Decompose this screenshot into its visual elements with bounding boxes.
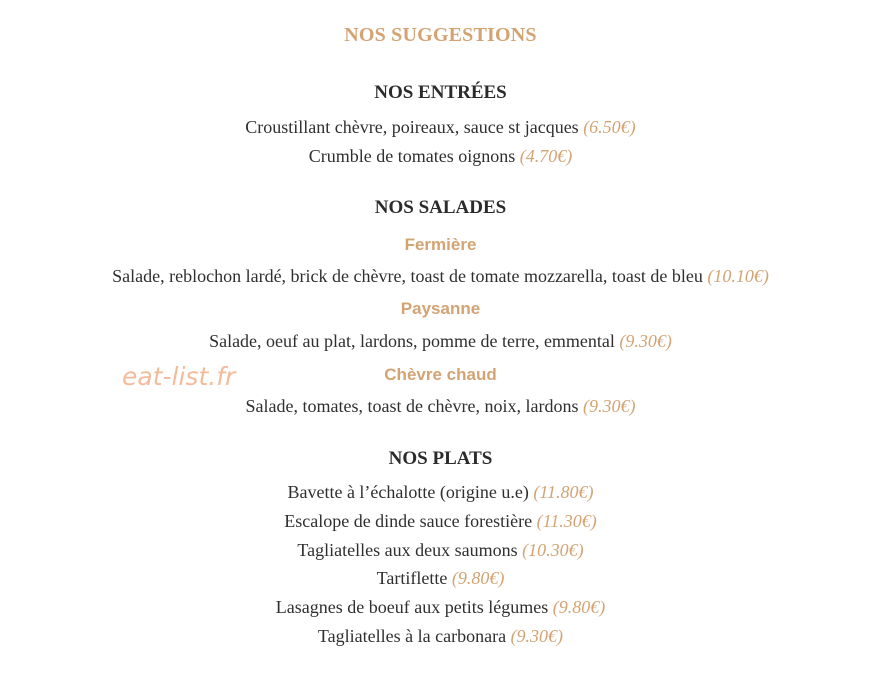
section-heading-entrees: NOS ENTRÉES [374,82,507,103]
item-price: (9.30€) [582,396,636,416]
item-price: (11.80€) [533,482,594,502]
item-name: Tagliatelles aux deux saumons [297,540,518,560]
item-name: Tartiflette [376,568,448,588]
item-price: (10.10€) [707,266,769,286]
watermark: eat-list.fr [122,362,236,391]
menu-item [0,146,881,167]
item-name: Croustillant chèvre, poireaux, sauce st jacques [245,117,579,137]
menu-item [0,117,881,138]
item-price: (9.30€) [510,626,564,646]
item-price: (9.30€) [619,331,672,351]
item-name: Salade, reblochon lardé, brick de chèvre, toast de tomate mozzarella, toast de bleu [112,266,703,286]
salad-name: Fermière [404,235,477,254]
item-name: Salade, oeuf au plat, lardons, pomme de terre, emmental [209,331,615,351]
menu-item [0,331,881,352]
item-price: (6.50€) [583,117,636,137]
item-name: Crumble de tomates oignons [308,146,516,166]
menu-item [0,511,881,532]
menu-item [0,568,881,589]
menu-item [0,626,881,647]
item-name: Salade, tomates, toast de chèvre, noix, lardons [245,396,579,416]
item-price: (9.80€) [451,568,505,588]
menu-item [0,540,881,561]
item-name: Bavette à l’échalotte (origine u.e) [287,482,529,502]
item-price: (11.30€) [536,511,597,531]
item-price: (4.70€) [519,146,573,166]
section-heading-salades: NOS SALADES [374,197,507,218]
item-price: (9.80€) [552,597,606,617]
menu-title: NOS SUGGESTIONS [344,24,537,46]
menu-item [0,482,881,503]
item-name: Tagliatelles à la carbonara [317,626,507,646]
menu-item [0,396,881,417]
item-price: (10.30€) [522,540,584,560]
menu-item [0,597,881,618]
section-heading-plats: NOS PLATS [388,448,493,469]
item-name: Escalope de dinde sauce forestière [284,511,533,531]
salad-name: Paysanne [400,299,481,318]
menu-item [0,266,881,287]
item-name: Lasagnes de boeuf aux petits légumes [275,597,549,617]
salad-name: Chèvre chaud [384,365,497,384]
